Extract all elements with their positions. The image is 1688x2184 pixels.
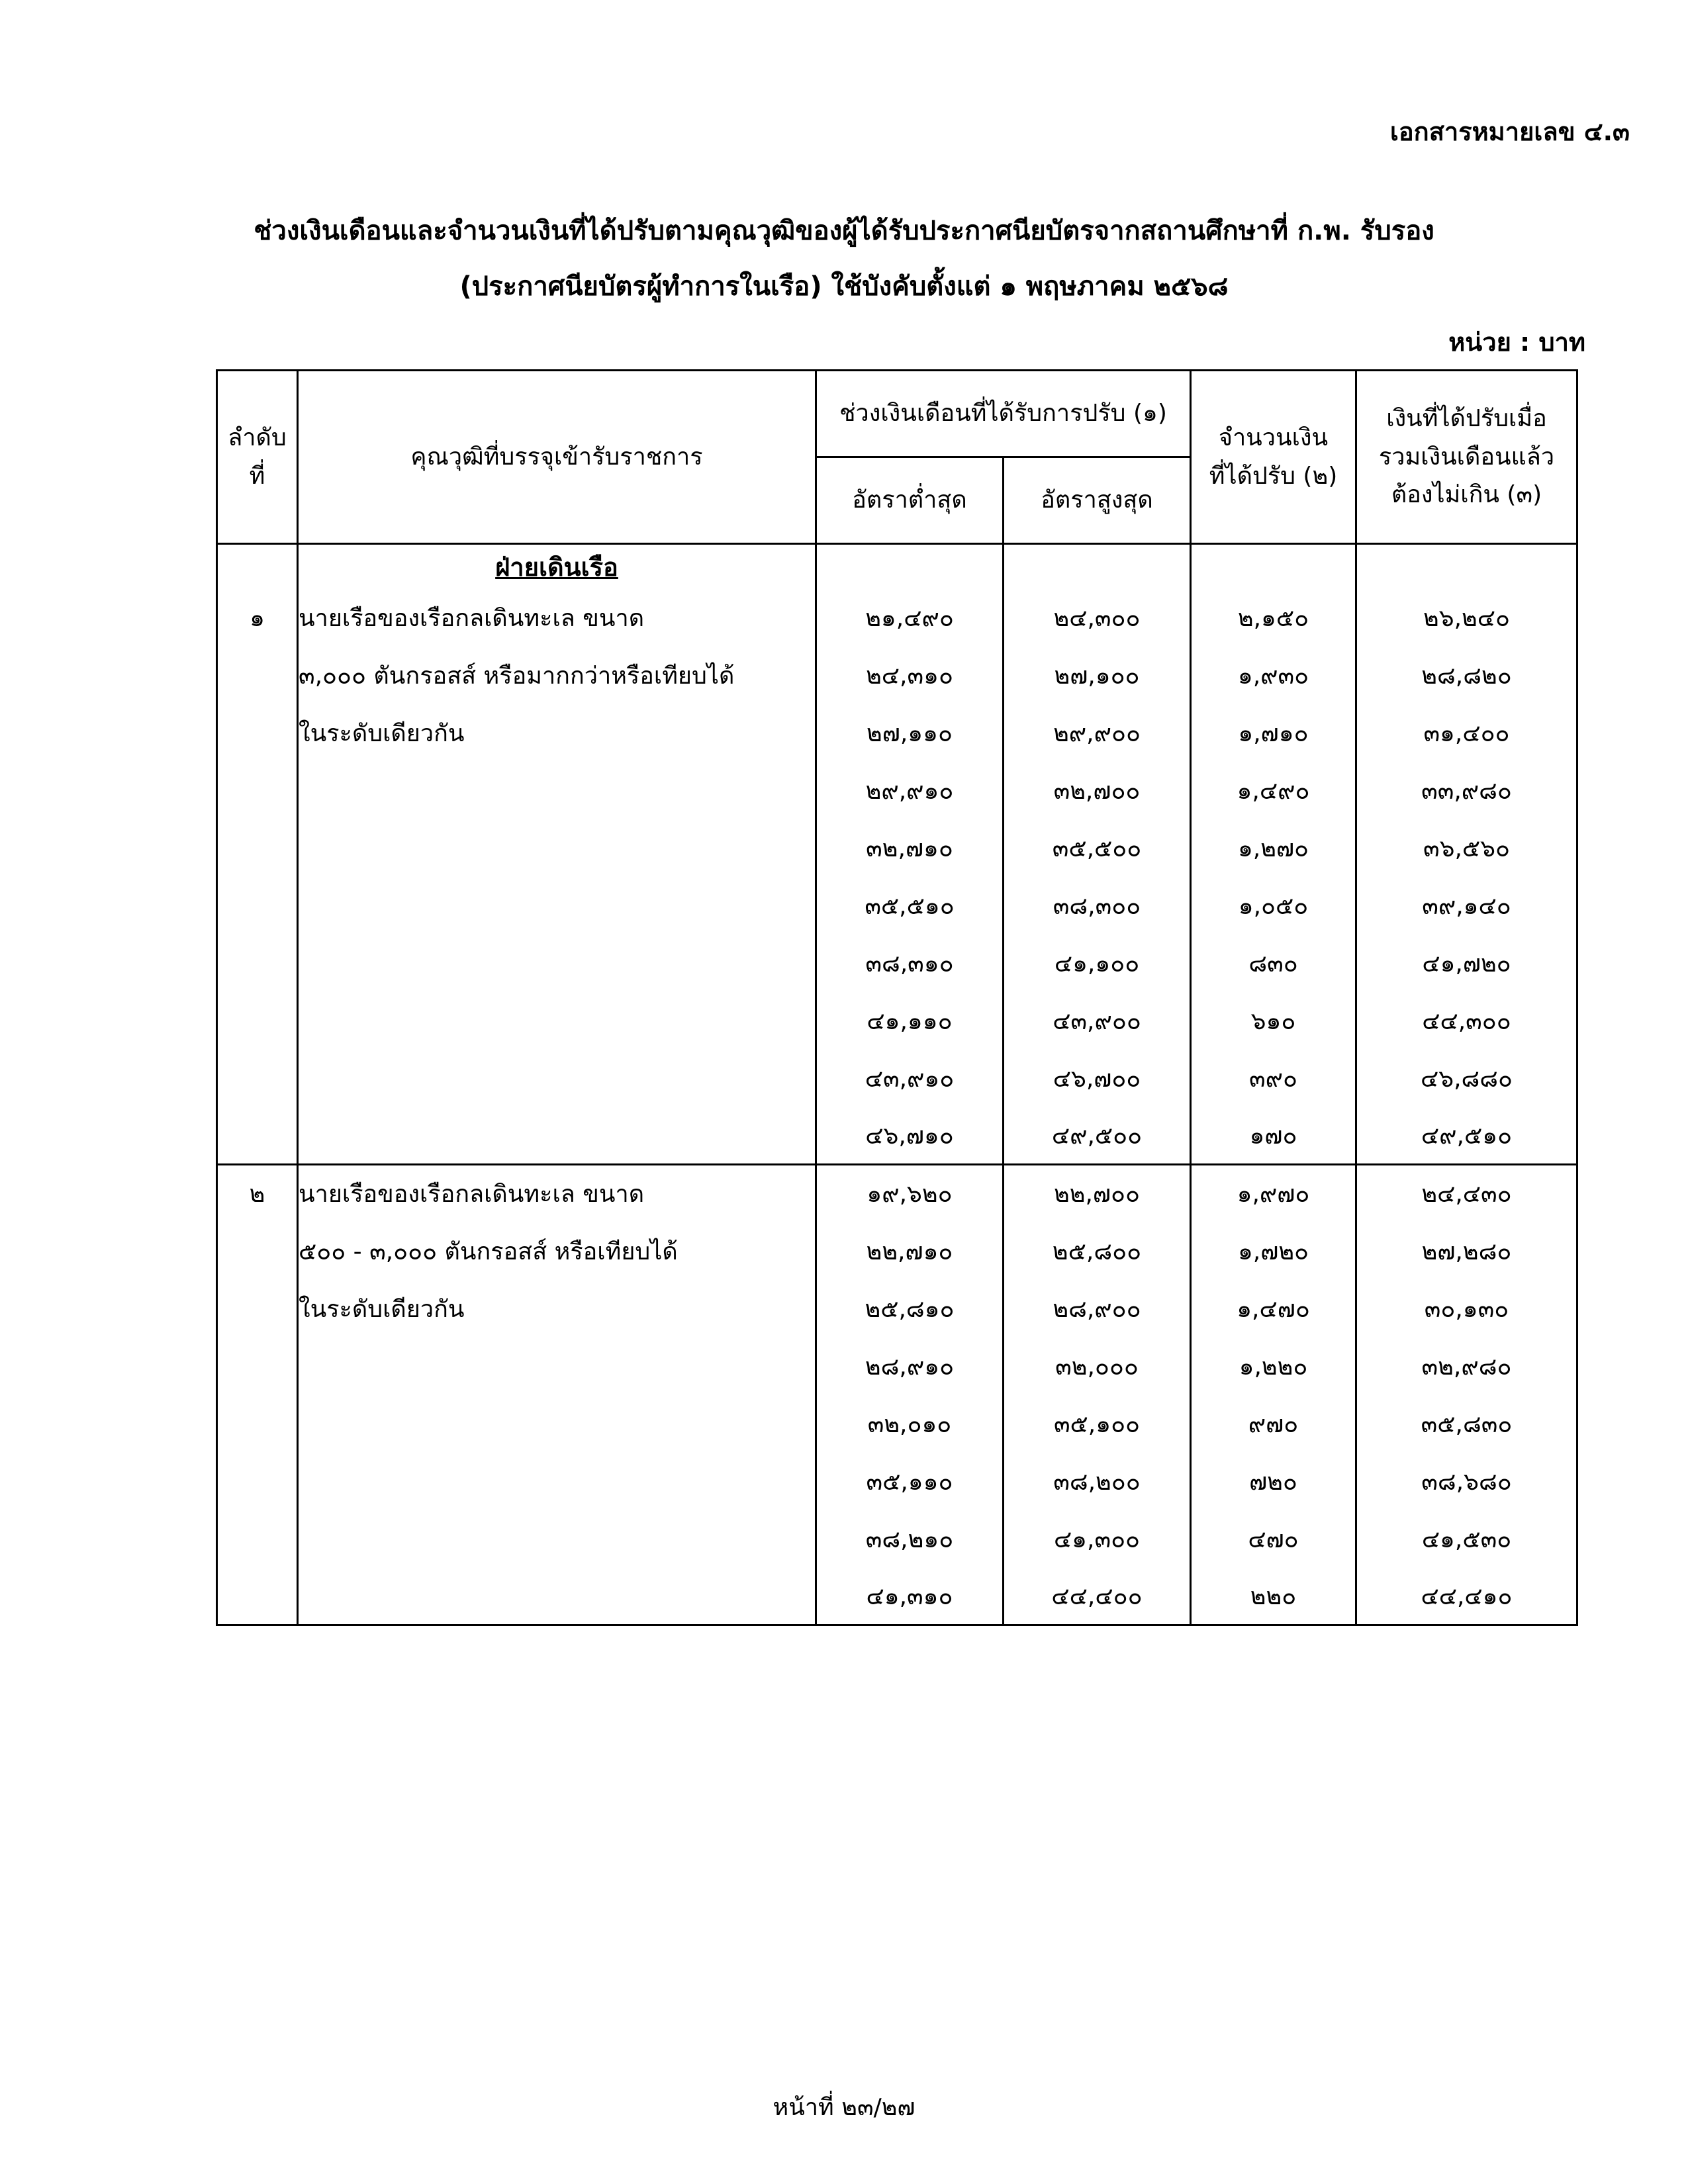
adjustment-cell: ๔๗๐ bbox=[1191, 1510, 1356, 1568]
max-rate-cell: ๒๕,๘๐๐ bbox=[1004, 1222, 1191, 1280]
adjustment-cell: ๑,๔๙๐ bbox=[1191, 762, 1356, 819]
header-no-line1: ลำดับ bbox=[228, 424, 287, 451]
adjustment-cell: ๑,๒๗๐ bbox=[1191, 819, 1356, 877]
table-row bbox=[217, 934, 1577, 992]
cap-cell: ๓๒,๙๘๐ bbox=[1356, 1338, 1577, 1395]
adjustment-cell: ๑,๔๗๐ bbox=[1191, 1280, 1356, 1338]
cap-cell: ๒๔,๔๓๐ bbox=[1356, 1165, 1577, 1222]
header-min-rate: อัตราต่ำสุด bbox=[816, 457, 1004, 544]
max-rate-cell: ๓๒,๐๐๐ bbox=[1004, 1338, 1191, 1395]
cap-cell: ๔๑,๕๓๐ bbox=[1356, 1510, 1577, 1568]
min-rate-cell: ๓๕,๕๑๐ bbox=[816, 877, 1004, 934]
table-group bbox=[217, 544, 1577, 1165]
max-rate-cell: ๒๒,๗๐๐ bbox=[1004, 1165, 1191, 1222]
header-salary-range: ช่วงเงินเดือนที่ได้รับการปรับ (๑) bbox=[816, 371, 1191, 457]
cap-cell: ๒๘,๘๒๐ bbox=[1356, 647, 1577, 704]
adjustment-cell: ๓๙๐ bbox=[1191, 1050, 1356, 1107]
cap-cell: ๓๘,๖๘๐ bbox=[1356, 1453, 1577, 1510]
table-row bbox=[217, 1222, 1577, 1280]
cap-cell: ๓๑,๔๐๐ bbox=[1356, 704, 1577, 762]
min-rate-cell: ๒๒,๗๑๐ bbox=[816, 1222, 1004, 1280]
header-cap-line2: รวมเงินเดือนแล้ว bbox=[1378, 443, 1555, 471]
document-title-line2: (ประกาศนียบัตรผู้ทำการในเรือ) ใช้บังคับตั้งแต่ ๑ พฤษภาคม ๒๕๖๘ bbox=[459, 271, 1229, 302]
document-title-line1: ช่วงเงินเดือนและจำนวนเงินที่ได้ปรับตามคุณวุฒิของผู้ได้รับประกาศนียบัตรจากสถานศึกษาที่ ก.พ. รับรอง bbox=[254, 216, 1434, 246]
row-number: ๒ bbox=[217, 1165, 298, 1222]
max-rate-cell: ๓๕,๕๐๐ bbox=[1004, 819, 1191, 877]
table-row bbox=[217, 992, 1577, 1050]
table-row bbox=[217, 1050, 1577, 1107]
cap-cell: ๓๖,๕๖๐ bbox=[1356, 819, 1577, 877]
adjustment-cell: ๑,๙๗๐ bbox=[1191, 1165, 1356, 1222]
table-row bbox=[217, 589, 1577, 647]
qualification-text: นายเรือของเรือกลเดินทะเล ขนาด bbox=[298, 1165, 816, 1222]
max-rate-cell: ๔๓,๙๐๐ bbox=[1004, 992, 1191, 1050]
header-cap bbox=[1356, 371, 1577, 544]
min-rate-cell: ๓๒,๗๑๐ bbox=[816, 819, 1004, 877]
qualification-text: นายเรือของเรือกลเดินทะเล ขนาด bbox=[298, 589, 816, 647]
section-label: ฝ่ายเดินเรือ bbox=[495, 552, 618, 582]
max-rate-cell: ๓๕,๑๐๐ bbox=[1004, 1395, 1191, 1453]
max-rate-cell: ๓๘,๒๐๐ bbox=[1004, 1453, 1191, 1510]
max-rate-cell: ๔๖,๗๐๐ bbox=[1004, 1050, 1191, 1107]
cap-cell: ๒๗,๒๘๐ bbox=[1356, 1222, 1577, 1280]
table-row bbox=[217, 1568, 1577, 1625]
max-rate-cell: ๓๘,๓๐๐ bbox=[1004, 877, 1191, 934]
table-row bbox=[217, 1280, 1577, 1338]
max-rate-cell: ๒๘,๙๐๐ bbox=[1004, 1280, 1191, 1338]
min-rate-cell: ๒๘,๙๑๐ bbox=[816, 1338, 1004, 1395]
max-rate-cell: ๒๔,๓๐๐ bbox=[1004, 589, 1191, 647]
header-qualification: คุณวุฒิที่บรรจุเข้ารับราชการ bbox=[298, 371, 816, 544]
header-adjustment bbox=[1191, 371, 1356, 544]
header-cap-line3: ต้องไม่เกิน (๓) bbox=[1391, 481, 1542, 509]
max-rate-cell: ๔๑,๓๐๐ bbox=[1004, 1510, 1191, 1568]
adjustment-cell: ๘๓๐ bbox=[1191, 934, 1356, 992]
qualification-text: ในระดับเดียวกัน bbox=[298, 1280, 816, 1338]
min-rate-cell: ๔๓,๙๑๐ bbox=[816, 1050, 1004, 1107]
table-row bbox=[217, 1107, 1577, 1165]
table-group bbox=[217, 1165, 1577, 1625]
table-row bbox=[217, 819, 1577, 877]
max-rate-cell: ๔๙,๕๐๐ bbox=[1004, 1107, 1191, 1165]
header-cap-line1: เงินที่ได้ปรับเมื่อ bbox=[1386, 405, 1547, 433]
qualification-text: ในระดับเดียวกัน bbox=[298, 704, 816, 762]
adjustment-cell: ๑๗๐ bbox=[1191, 1107, 1356, 1165]
cap-cell: ๓๙,๑๔๐ bbox=[1356, 877, 1577, 934]
page-number: หน้าที่ ๒๓/๒๗ bbox=[773, 2094, 915, 2121]
unit-label: หน่วย : บาท bbox=[1448, 328, 1585, 357]
row-number: ๑ bbox=[217, 589, 298, 647]
document-number: เอกสารหมายเลข ๔.๓ bbox=[1389, 117, 1630, 146]
cap-cell: ๓๕,๘๓๐ bbox=[1356, 1395, 1577, 1453]
max-rate-cell: ๒๗,๑๐๐ bbox=[1004, 647, 1191, 704]
adjustment-cell: ๒,๑๕๐ bbox=[1191, 589, 1356, 647]
table-row bbox=[217, 704, 1577, 762]
adjustment-cell: ๖๑๐ bbox=[1191, 992, 1356, 1050]
header-no bbox=[217, 371, 298, 544]
adjustment-cell: ๑,๙๓๐ bbox=[1191, 647, 1356, 704]
adjustment-cell: ๑,๐๕๐ bbox=[1191, 877, 1356, 934]
table-row bbox=[217, 1395, 1577, 1453]
cap-cell: ๓๐,๑๓๐ bbox=[1356, 1280, 1577, 1338]
min-rate-cell: ๓๘,๒๑๐ bbox=[816, 1510, 1004, 1568]
max-rate-cell: ๔๔,๔๐๐ bbox=[1004, 1568, 1191, 1625]
table-row bbox=[217, 1453, 1577, 1510]
table-row bbox=[217, 647, 1577, 704]
cap-cell: ๔๙,๕๑๐ bbox=[1356, 1107, 1577, 1165]
adjustment-cell: ๗๒๐ bbox=[1191, 1453, 1356, 1510]
cap-cell: ๔๖,๘๘๐ bbox=[1356, 1050, 1577, 1107]
min-rate-cell: ๒๔,๓๑๐ bbox=[816, 647, 1004, 704]
cap-cell: ๓๓,๙๘๐ bbox=[1356, 762, 1577, 819]
min-rate-cell: ๔๑,๑๑๐ bbox=[816, 992, 1004, 1050]
min-rate-cell: ๓๒,๐๑๐ bbox=[816, 1395, 1004, 1453]
header-adjustment-line1: จำนวนเงิน bbox=[1218, 424, 1329, 451]
table-row bbox=[217, 1165, 1577, 1222]
adjustment-cell: ๑,๒๒๐ bbox=[1191, 1338, 1356, 1395]
min-rate-cell: ๒๗,๑๑๐ bbox=[816, 704, 1004, 762]
adjustment-cell: ๑,๗๒๐ bbox=[1191, 1222, 1356, 1280]
table-row bbox=[217, 1510, 1577, 1568]
adjustment-cell: ๙๗๐ bbox=[1191, 1395, 1356, 1453]
table-row bbox=[217, 1338, 1577, 1395]
header-adjustment-line2: ที่ได้ปรับ (๒) bbox=[1209, 462, 1338, 490]
salary-rate-table bbox=[216, 369, 1578, 1626]
max-rate-cell: ๓๒,๗๐๐ bbox=[1004, 762, 1191, 819]
section-label-cell bbox=[298, 544, 816, 589]
qualification-text: ๕๐๐ - ๓,๐๐๐ ตันกรอสส์ หรือเทียบได้ bbox=[298, 1222, 816, 1280]
min-rate-cell: ๒๕,๘๑๐ bbox=[816, 1280, 1004, 1338]
min-rate-cell: ๑๙,๖๒๐ bbox=[816, 1165, 1004, 1222]
table-row bbox=[217, 877, 1577, 934]
min-rate-cell: ๓๕,๑๑๐ bbox=[816, 1453, 1004, 1510]
header-no-line2: ที่ bbox=[249, 462, 265, 490]
min-rate-cell: ๔๑,๓๑๐ bbox=[816, 1568, 1004, 1625]
qualification-text: ๓,๐๐๐ ตันกรอสส์ หรือมากกว่าหรือเทียบได้ bbox=[298, 647, 816, 704]
min-rate-cell: ๓๘,๓๑๐ bbox=[816, 934, 1004, 992]
min-rate-cell: ๒๑,๔๙๐ bbox=[816, 589, 1004, 647]
table-row bbox=[217, 762, 1577, 819]
min-rate-cell: ๔๖,๗๑๐ bbox=[816, 1107, 1004, 1165]
adjustment-cell: ๒๒๐ bbox=[1191, 1568, 1356, 1625]
cap-cell: ๔๑,๗๒๐ bbox=[1356, 934, 1577, 992]
max-rate-cell: ๔๑,๑๐๐ bbox=[1004, 934, 1191, 992]
min-rate-cell: ๒๙,๙๑๐ bbox=[816, 762, 1004, 819]
cap-cell: ๔๔,๔๑๐ bbox=[1356, 1568, 1577, 1625]
cap-cell: ๔๔,๓๐๐ bbox=[1356, 992, 1577, 1050]
cap-cell: ๒๖,๒๔๐ bbox=[1356, 589, 1577, 647]
adjustment-cell: ๑,๗๑๐ bbox=[1191, 704, 1356, 762]
header-max-rate: อัตราสูงสุด bbox=[1004, 457, 1191, 544]
max-rate-cell: ๒๙,๙๐๐ bbox=[1004, 704, 1191, 762]
